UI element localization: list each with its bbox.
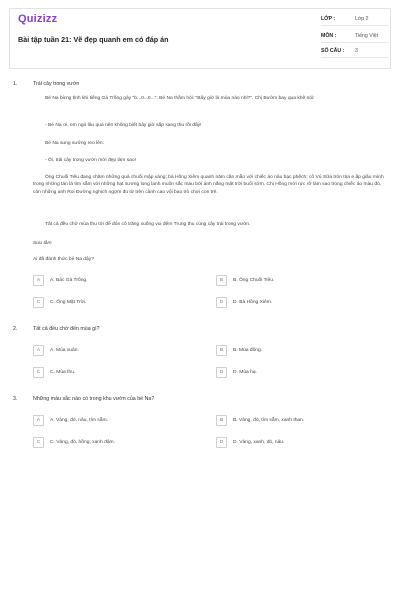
passage-paragraph: Bé Na bừng tỉnh khi tiếng Gà Trống gáy "b...0...0...". Bé Na thầm hỏi: "Bây giờ là mùa nào nhỉ?". Chị Bướm bay qua khẽ nói:	[45, 96, 315, 101]
meta-subject-key: MÔN :	[321, 33, 337, 39]
option-letter-box: D	[216, 297, 227, 308]
option-letter-box: D	[216, 367, 227, 378]
meta-subject-value: Tiếng Việt	[355, 33, 379, 39]
passage-paragraph: Ông Chuối Tiêu đang chăm những quả chuối mập vàng; bà Hồng Xiêm quanh năm cần mẫn với chiếc áo nâu bạc phếch; cô Vú Sữa tròn trịa e ấp giấu mình trong những tán lá tím sẫm với những hạt sương long lanh muôn sắc màu bởi ánh nắng mặt trời buổi sớm. Chị Hồng mới rực rỡ làm sao trong chiếc áo màu đỏ, còn những anh Roi Đường nghịch ngợm đu từ trên cành cao vội bao trò chơi con trẻ.	[33, 175, 384, 195]
option-letter-box: A	[33, 275, 44, 286]
option-letter-box: B	[216, 345, 227, 356]
option-letter-box: C	[33, 367, 44, 378]
worksheet-header	[9, 8, 391, 69]
option-label: A. Vàng, đỏ, nâu, tím sẫm.	[50, 418, 108, 423]
meta-grade-key: LỚP :	[321, 16, 336, 22]
quizizz-logo: Quizizz	[18, 13, 58, 25]
option-label: D. Bà Hồng Xiêm.	[233, 300, 273, 305]
option-letter-box: D	[216, 437, 227, 448]
question-2-option-c[interactable]	[33, 367, 75, 378]
option-label: C. Mùa thu.	[50, 370, 76, 375]
passage-paragraph: - Ôi, trái cây trong vườn mới đẹp làm sao!	[45, 158, 136, 163]
meta-count-value: 3	[355, 48, 358, 54]
option-letter-box: C	[33, 297, 44, 308]
question-1-option-b[interactable]	[216, 275, 274, 286]
meta-divider	[321, 42, 388, 43]
question-2-option-d[interactable]	[216, 367, 257, 378]
option-letter-box: A	[33, 345, 44, 356]
meta-divider	[321, 25, 388, 26]
page-title: Bài tập tuần 21: Vẽ đẹp quanh em có đáp án	[18, 35, 169, 44]
meta-count-key: SỐ CÂU :	[321, 48, 345, 54]
option-label: D. Mùa hạ.	[233, 370, 257, 375]
question-1-number: 1.	[13, 81, 18, 87]
question-2-number: 2.	[13, 326, 18, 332]
option-label: D. Vàng, xanh, đỏ, nâu.	[233, 440, 285, 445]
question-3-title: Những màu sắc nào có trong khu vườn của bé Na?	[33, 396, 155, 402]
option-letter-box: A	[33, 415, 44, 426]
meta-grade-value: Lớp 2	[355, 16, 369, 22]
passage-paragraph: Bé Na sung sướng reo lên:	[45, 141, 104, 146]
question-1-prompt: Ai đã đánh thức bé Na dậy?	[33, 257, 94, 262]
passage-paragraph: - Bé Na ơi, em ngủ lâu quá nên không biết bây giờ sắp sang thu rồi đấy!	[45, 123, 202, 128]
question-3-option-b[interactable]	[216, 415, 304, 426]
question-1-option-a[interactable]	[33, 275, 88, 286]
question-3-number: 3.	[13, 396, 18, 402]
question-2-option-a[interactable]	[33, 345, 79, 356]
question-1-title: Trái cây trong vườn	[33, 81, 80, 87]
passage-paragraph: Tất cả đều chờ mùa thu tới để đón cô trăng xuống vui đêm Trung thu cùng cây trái trong vườn.	[45, 222, 251, 227]
question-3-option-a[interactable]	[33, 415, 108, 426]
question-1-option-d[interactable]	[216, 297, 272, 308]
question-1-option-c[interactable]	[33, 297, 86, 308]
question-3-option-d[interactable]	[216, 437, 284, 448]
option-label: B. Mùa đông.	[233, 348, 263, 353]
option-label: A. Bác Gà Trống.	[50, 278, 88, 283]
question-2-title: Tất cả đều chờ đến mùa gì?	[33, 326, 100, 332]
option-label: B. Vàng, đỏ, tím sẫm, xanh than.	[233, 418, 305, 423]
question-2-option-b[interactable]	[216, 345, 262, 356]
option-letter-box: B	[216, 415, 227, 426]
question-3-option-c[interactable]	[33, 437, 115, 448]
option-label: C. Ông Mặt Trời.	[50, 300, 87, 305]
option-label: C. Vàng, đỏ, hồng, xanh đậm.	[50, 440, 115, 445]
option-letter-box: B	[216, 275, 227, 286]
option-label: B. Ông Chuối Tiêu.	[233, 278, 275, 283]
option-label: A. Mùa xuân.	[50, 348, 79, 353]
passage-source: Sưu tầm	[33, 241, 52, 246]
option-letter-box: C	[33, 437, 44, 448]
meta-divider	[321, 57, 388, 58]
